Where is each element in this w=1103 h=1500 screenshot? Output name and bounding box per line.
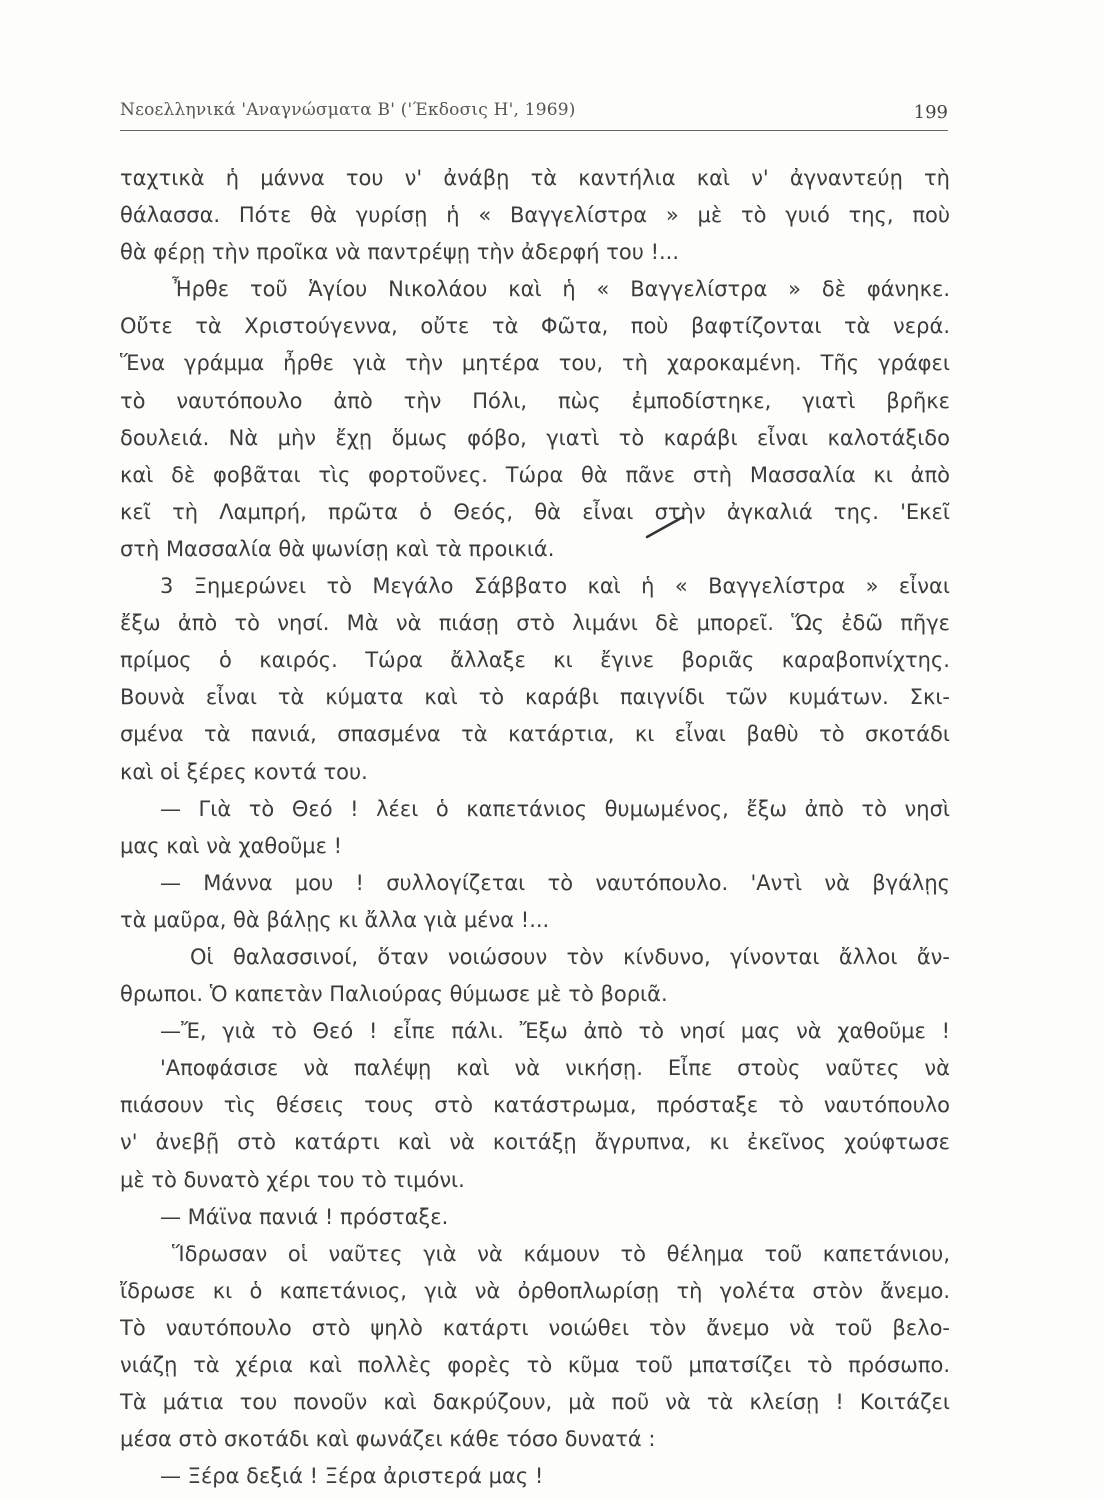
running-header bbox=[120, 96, 948, 131]
text-line: 'Αποφάσισε νὰ παλέψῃ καὶ νὰ νικήσῃ. Εἶπε στοὺς ναῦτες νὰ bbox=[160, 1056, 950, 1081]
text-line: νιάζῃ τὰ χέρια καὶ πολλὲς φορὲς τὸ κῦμα τοῦ μπατσίζει τὸ πρόσωπο. bbox=[120, 1353, 950, 1377]
text-line: σμένα τὰ πανιά, σπασμένα τὰ κατάρτια, κι εἶναι βαθὺ τὸ σκοτάδι bbox=[120, 722, 950, 747]
text-line: — Μάννα μου ! συλλογίζεται τὸ ναυτόπουλο. 'Αντὶ νὰ βγάλῃς bbox=[160, 870, 950, 895]
text-line: ν' ἀνεβῇ στὸ κατάρτι καὶ νὰ κοιτάξῃ ἄγρυπνα, κι ἐκεῖνος χούφτωσε bbox=[120, 1130, 950, 1155]
text-line: κεῖ τὴ Λαμπρή, πρῶτα ὁ Θεός, θὰ εἶναι στὴν ἀγκαλιά της. 'Εκεῖ bbox=[120, 499, 950, 524]
text-line: θρωποι. Ὁ καπετὰν Παλιούρας θύμωσε μὲ τὸ βοριᾶ. bbox=[120, 982, 668, 1007]
text-line: θὰ φέρῃ τὴν προῖκα νὰ παντρέψῃ τὴν ἀδερφή του !... bbox=[120, 240, 680, 265]
text-line: δουλειά. Νὰ μὴν ἔχῃ ὅμως φόβο, γιατὶ τὸ καράβι εἶναι καλοτάξιδο bbox=[120, 425, 950, 450]
text-line: καὶ δὲ φοβᾶται τὶς φορτοῦνες. Τώρα θὰ πᾶνε στὴ Μασσαλία κι ἀπὸ bbox=[120, 462, 950, 487]
pen-slash-mark bbox=[645, 513, 685, 539]
text-line: τὸ ναυτόπουλο ἀπὸ τὴν Πόλι, πὼς ἐμποδίστηκε, γιατὶ βρῆκε bbox=[120, 388, 950, 413]
text-line: Τὸ ναυτόπουλο στὸ ψηλὸ κατάρτι νοιώθει τὸν ἄνεμο νὰ τοῦ βελο- bbox=[120, 1315, 950, 1340]
text-line: ἔξω ἀπὸ τὸ νησί. Μὰ νὰ πιάσῃ στὸ λιμάνι δὲ μπορεῖ. Ὥς ἐδῶ πῆγε bbox=[120, 611, 950, 636]
text-line: στὴ Μασσαλία θὰ ψωνίσῃ καὶ τὰ προικιά. bbox=[120, 536, 555, 561]
text-line: ταχτικὰ ἡ μάννα του ν' ἀνάβῃ τὰ καντήλια καὶ ν' ἀγναντεύῃ τὴ bbox=[120, 166, 950, 190]
text-line: πρίμος ὁ καιρός. Τώρα ἄλλαξε κι ἔγινε βοριᾶς καραβοπνίχτης. bbox=[120, 648, 950, 673]
text-line: ἴδρωσε κι ὁ καπετάνιος, γιὰ νὰ ὀρθοπλωρίσῃ τὴ γολέτα στὸν ἄνεμο. bbox=[120, 1278, 950, 1303]
text-line: Βουνὰ εἶναι τὰ κύματα καὶ τὸ καράβι παιγνίδι τῶν κυμάτων. Σκι- bbox=[120, 685, 950, 710]
text-line: μέσα στὸ σκοτάδι καὶ φωνάζει κάθε τόσο δυνατά : bbox=[120, 1427, 656, 1452]
text-line: τὰ μαῦρα, θὰ βάλῃς κι ἄλλα γιὰ μένα !... bbox=[120, 907, 550, 932]
text-line: καὶ οἱ ξέρες κοντά του. bbox=[120, 759, 368, 784]
text-line: — Ξέρα δεξιά ! Ξέρα ἀριστερά μας ! bbox=[160, 1464, 544, 1489]
text-line: Τὰ μάτια του πονοῦν καὶ δακρύζουν, μὰ ποῦ νὰ τὰ κλείσῃ ! Κοιτάζει bbox=[120, 1390, 950, 1415]
text-line: πιάσουν τὶς θέσεις τους στὸ κατάστρωμα, πρόσταξε τὸ ναυτόπουλο bbox=[120, 1093, 950, 1118]
text-line: Ἵδρωσαν οἱ ναῦτες γιὰ νὰ κάμουν τὸ θέλημα τοῦ καπετάνιου, bbox=[172, 1241, 950, 1266]
text-line: —Ἔ, γιὰ τὸ Θεό ! εἶπε πάλι. Ἔξω ἀπὸ τὸ νησί μας νὰ χαθοῦμε ! bbox=[160, 1019, 950, 1044]
text-line: θάλασσα. Πότε θὰ γυρίσῃ ἡ « Βαγγελίστρα » μὲ τὸ γυιό της, ποὺ bbox=[120, 203, 950, 228]
text-line: 3 Ξημερώνει τὸ Μεγάλο Σάββατο καὶ ἡ « Βαγγελίστρα » εἶναι bbox=[160, 574, 950, 599]
text-line: μας καὶ νὰ χαθοῦμε ! bbox=[120, 833, 343, 858]
text-line: Ἦρθε τοῦ Ἁγίου Νικολάου καὶ ἡ « Βαγγελίστρα » δὲ φάνηκε. bbox=[172, 277, 950, 302]
body-text bbox=[120, 160, 950, 1495]
running-title: Νεοελληνικά 'Αναγνώσματα Β' ('Έκδοσις Η', 1969) bbox=[120, 100, 576, 120]
text-line: μὲ τὸ δυνατὸ χέρι του τὸ τιμόνι. bbox=[120, 1167, 465, 1192]
text-line: Οἱ θαλασσινοί, ὅταν νοιώσουν τὸν κίνδυνο, γίνονται ἄλλοι ἄν- bbox=[190, 944, 950, 969]
text-line: Οὔτε τὰ Χριστούγεννα, οὔτε τὰ Φῶτα, ποὺ βαφτίζονται τὰ νερά. bbox=[120, 314, 950, 339]
text-line: — Μάϊνα πανιά ! πρόσταξε. bbox=[160, 1204, 449, 1229]
text-line: — Γιὰ τὸ Θεό ! λέει ὁ καπετάνιος θυμωμένος, ἔξω ἀπὸ τὸ νησὶ bbox=[160, 796, 950, 821]
text-line: Ἕνα γράμμα ἦρθε γιὰ τὴν μητέρα του, τὴ χαροκαμένη. Τῆς γράφει bbox=[120, 351, 950, 376]
page-number: 199 bbox=[913, 102, 948, 123]
